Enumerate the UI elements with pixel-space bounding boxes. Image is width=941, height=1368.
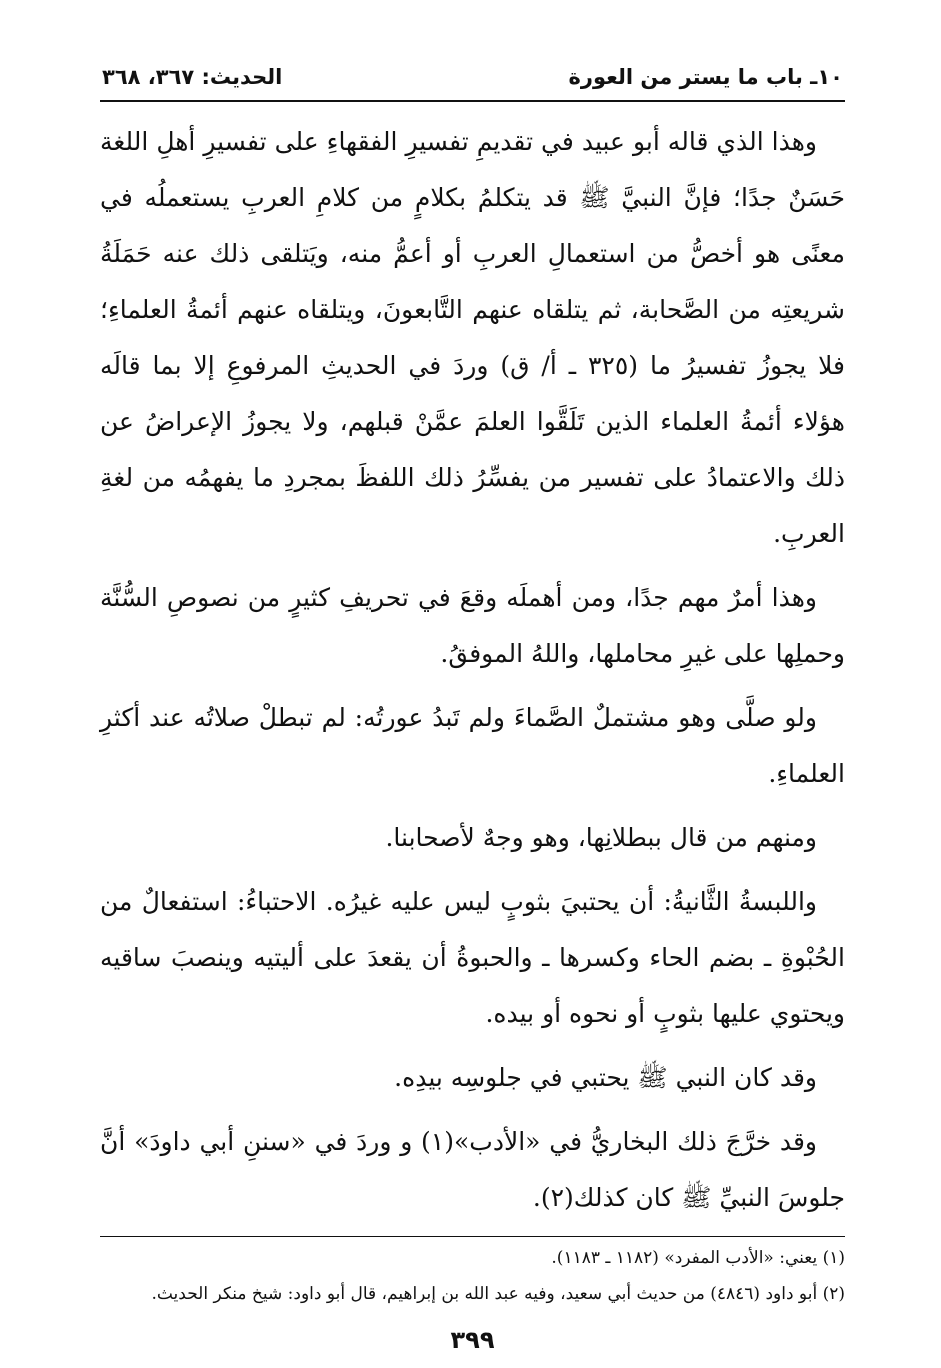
paragraph: وقد خرَّجَ ذلك البخاريُّ في «الأدب»(١) و وردَ في «سننِ أبي داودَ» أنَّ جلوسَ النبيِّ ﷺ كان كذلك(٢). <box>100 1127 845 1212</box>
paragraph: وهذا الذي قاله أبو عبيد في تقديمِ تفسيرِ الفقهاءِ على تفسيرِ أهلِ اللغة حَسَنٌ جدًا؛ فإنَّ النبيَّ ﷺ قد يتكلمُ بكلامٍ من كلامِ العربِ يستعملُه في معنًى هو أخصُّ من استعمالِ العربِ أو أعمُّ منه، ويَتلقى ذلك عنه حَمَلَةُ شريعتِه من الصَّحابة، ثم يتلقاه عنهم التَّابعونَ، ويتلقاه عنهم أئمةُ العلماءِ؛ فلا يجوزُ تفسيرُ ما (٣٢٥ ـ أ/ ق) وردَ في الحديثِ المرفوعِ إلا بما قالَه هؤلاء أئمةُ العلماء الذين تَلَقَّوا العلمَ عمَّنْ قبلهم، ولا يجوزُ الإعراضُ عن ذلك والاعتمادُ على تفسير من يفسِّرُ ذلك اللفظَ بمجردِ ما يفهمُه من لغةِ العربِ. <box>100 127 845 548</box>
book-page <box>100 62 845 1355</box>
chapter-title: ١٠ـ باب ما يستر من العورة <box>568 65 843 89</box>
header-rule <box>100 100 845 102</box>
paragraph: ومنهم من قال ببطلانِها، وهو وجهٌ لأصحابنا. <box>385 823 817 852</box>
paragraph: وقد كان النبي ﷺ يحتبي في جلوسِه بيدِه. <box>394 1063 817 1092</box>
paragraph: ولو صلَّى وهو مشتملٌ الصَّماءَ ولم تَبدُ عورتُه: لم تبطلْ صلاتُه عند أكثرِ العلماءِ. <box>100 703 845 788</box>
page-number: ٣٩٩ <box>450 1326 495 1354</box>
footnote: (١) يعني: «الأدب المفرد» (١١٨٢ ـ ١١٨٣). <box>551 1248 845 1268</box>
footnote-rule <box>100 1236 845 1237</box>
running-header <box>100 62 845 100</box>
footnote: (٢) أبو داود (٤٨٤٦) من حديث أبي سعيد، وفيه عبد الله بن إبراهيم، قال أبو داود: شيخ منكر الحديث. <box>151 1284 845 1304</box>
hadith-reference: الحديث: ٣٦٧، ٣٦٨ <box>102 65 283 89</box>
paragraph: وهذا أمرٌ مهم جدًا، ومن أهملَه وقعَ في تحريفِ كثيرٍ من نصوصِ السُّنَّة وحملِها على غيرِ محاملها، واللهُ الموفقُ. <box>100 583 845 668</box>
paragraph: واللبسةُ الثَّانيةُ: أن يحتبيَ بثوبٍ ليس عليه غيرُه. الاحتباءُ: استفعالٌ من الحُبْوةِ ـ بضم الحاء وكسرها ـ والحبوةُ أن يقعدَ على أليتيه وينصبَ ساقيه ويحتوي عليها بثوبٍ أو نحوه أو بيده. <box>100 887 845 1028</box>
footnotes <box>100 1243 845 1309</box>
main-text <box>100 114 845 1226</box>
